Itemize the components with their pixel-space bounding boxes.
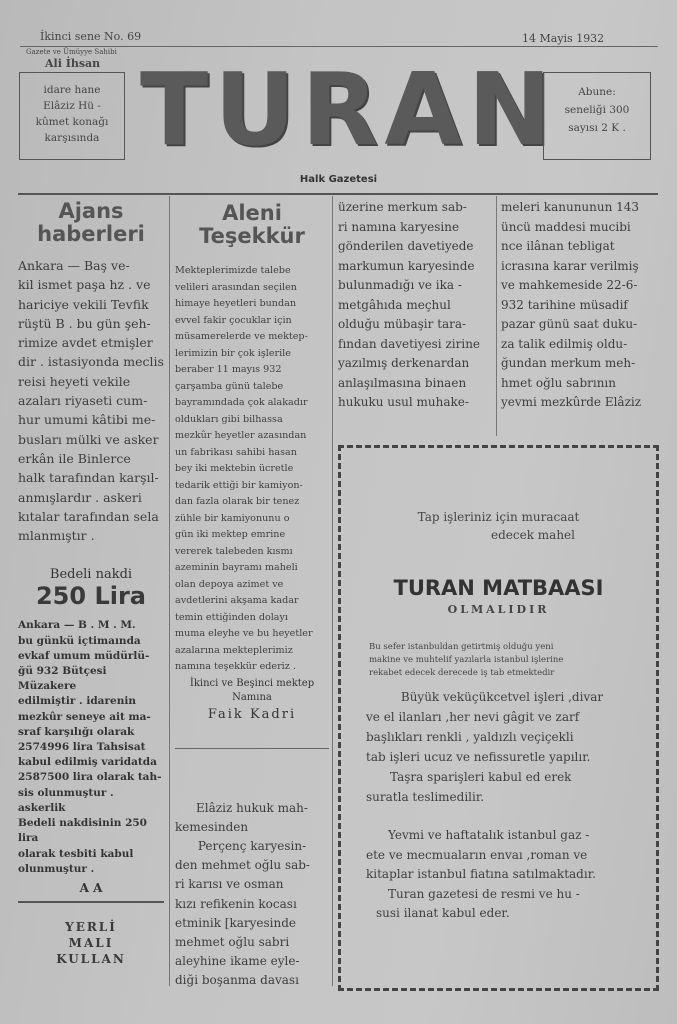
text-line: yazılmış derkenardan xyxy=(338,356,470,370)
issue-date: 14 Mayis 1932 xyxy=(522,32,605,45)
text-line: metgâhıda meçhul xyxy=(338,297,451,312)
text-line: 2574996 lira Tahsisat xyxy=(18,741,146,754)
court-notice-cont-2 xyxy=(501,198,661,413)
column-rule xyxy=(169,196,170,986)
court-notice-cont xyxy=(338,198,494,413)
text-line: Ankara — Baş ve- xyxy=(18,258,130,273)
subscription-line: sayısı 2 K . xyxy=(568,122,626,134)
text-line: edilmiştir . idarenin xyxy=(18,695,136,708)
address-line: kûmet konağı xyxy=(35,116,109,128)
signer-name: Faik Kadri xyxy=(207,706,297,722)
text-line: sraf karşılığı olarak xyxy=(18,725,135,738)
text-line: zühle bir kamiyonunu o xyxy=(175,512,290,524)
ad-line-2: edecek mahel xyxy=(491,528,575,542)
text-line: evvel fakir çocuklar için xyxy=(175,314,292,326)
text-line: gönderilen davetiyede xyxy=(338,239,474,253)
heading-line: Teşekkür xyxy=(199,224,305,248)
text-line: un fabrikası sahibi hasan xyxy=(175,446,297,458)
signature-aa: A A xyxy=(79,880,103,895)
column-tesekkur xyxy=(175,198,329,988)
text-line: bu günkü içtimaında xyxy=(18,634,141,647)
text-line: mezkûr heyetler azasından xyxy=(175,430,307,441)
newspaper-title: TURAN xyxy=(140,51,558,168)
text-line: nce ilânan tebligat xyxy=(501,239,615,253)
text-line: çarşamba günü talebe xyxy=(175,380,284,392)
text-line: Bedeli nakdisinin 250 lira xyxy=(18,817,147,845)
text-line: vererek talebeden kısmı xyxy=(175,545,293,557)
subscription-box xyxy=(543,72,651,160)
text-line: Turan gazetesi de resmi ve hu - xyxy=(388,886,580,901)
text-line: ri karısı ve osman xyxy=(175,877,284,892)
text-line: üzerine merkum sab- xyxy=(338,200,467,214)
heading-line: Aleni xyxy=(222,201,282,225)
text-line: mlanmıştır . xyxy=(18,528,95,544)
text-line: evkaf umum müdürlü- xyxy=(18,649,150,662)
slogan-line: MALI xyxy=(68,935,114,950)
text-line: Yevmi ve haftatalık istanbul gaz - xyxy=(388,828,590,842)
text-line: hariciye vekili Tevfik xyxy=(18,296,149,312)
address-line: idare hane xyxy=(43,84,101,96)
text-line: gün iki mektep emrine xyxy=(175,529,286,540)
text-line: kızı refikenin kocası xyxy=(175,896,297,911)
text-line: za talik edilmiş oldu- xyxy=(501,336,628,351)
text-line: busları mülki ve asker xyxy=(18,431,159,447)
text-line: den mehmet oğlu sab- xyxy=(175,858,310,873)
text-line: yevmi mezkûrde Elâziz xyxy=(501,395,642,409)
ad-sub: OLMALIDIR xyxy=(447,603,550,616)
text-line: makine ve muhtelif yazılarla istanbul işlerine xyxy=(369,655,564,665)
address-line: Elâziz Hü - xyxy=(43,100,101,112)
text-line: Mekteplerimizde talebe xyxy=(175,265,291,276)
column-rule xyxy=(332,196,333,986)
text-line: ete ve mecmuaların envaı ,roman ve xyxy=(366,847,588,862)
text-line: ğundan merkum meh- xyxy=(501,356,636,370)
text-line: anmışlardır . askeri xyxy=(18,489,142,505)
text-line: mehmet oğlu sabri xyxy=(175,934,290,949)
text-line: diği boşanma davası xyxy=(175,973,299,988)
text-line: Perçenç karyesin- xyxy=(197,838,307,853)
text-line: dan fazla olarak bir tenez xyxy=(175,496,300,507)
ad-headline: TURAN MATBAASI xyxy=(393,576,604,600)
masthead-rule xyxy=(18,193,658,195)
ad-body-3 xyxy=(366,826,638,924)
text-line: himaye heyetleri bundan xyxy=(175,298,297,309)
text-line: icrasına karar verilmiş xyxy=(501,258,639,273)
text-line: erkân ile Binlerce xyxy=(18,450,131,466)
text-line: etminik [karyesinde xyxy=(175,915,297,930)
ad-line-1: Tap işleriniz için muracaat xyxy=(417,510,580,524)
text-line: kitaplar istanbul fiatına satılmaktadır. xyxy=(366,867,596,881)
text-line: oldukları gibi bilhassa xyxy=(175,413,283,425)
text-line: tedarik ettiği bir kamiyon- xyxy=(175,479,303,491)
owner-label: Gazete ve Ümüyye Sahibi xyxy=(26,48,117,56)
text-line: anlaşılmasına binaen xyxy=(338,375,467,390)
budget-text xyxy=(18,618,164,876)
text-line: velileri arasından seçilen xyxy=(175,281,297,293)
text-line: aleyhine ikame eyle- xyxy=(175,954,300,969)
amount-250-lira: 250 Lira xyxy=(35,582,146,611)
ajans-text xyxy=(18,256,164,545)
text-line: rüştü B . bu gün şeh- xyxy=(18,315,151,331)
text-line: başlıkları renkli , yaldızlı veçiçekli xyxy=(366,730,574,744)
text-line: fından davetiyesi zirine xyxy=(338,336,481,351)
text-line: meleri kanununun 143 xyxy=(501,200,640,214)
text-line: kabul edilmiş varidatda xyxy=(18,756,157,769)
text-line: bayramındada çok alakadır xyxy=(175,397,308,408)
text-line: Bu sefer istanbuldan getirtmiş olduğu yeni xyxy=(369,642,554,652)
text-line: lerimizin bir çok işlerile xyxy=(175,347,291,359)
namina: Namına xyxy=(232,691,272,703)
address-box xyxy=(19,72,125,160)
text-line: ve el ilanları ,her nevi gâgit ve zarf xyxy=(366,710,580,724)
bedeli-label: Bedeli nakdi xyxy=(49,567,133,583)
text-line: ri namına karyesine xyxy=(338,219,460,234)
address-line: karşısında xyxy=(44,132,100,144)
court-notice xyxy=(175,799,329,989)
ajans-heading xyxy=(18,200,164,246)
text-line: mezkûr seneye ait ma- xyxy=(18,710,151,723)
text-line: hmet oğlu sabrının xyxy=(501,375,616,390)
text-line: olduğu mübaşir tara- xyxy=(338,317,467,331)
text-line: 932 tarihine müsadif xyxy=(501,297,628,312)
subtitle: Halk Gazetesi xyxy=(299,174,378,185)
subscription-line: Abune: xyxy=(578,86,616,98)
column-ajans xyxy=(18,198,164,988)
text-line: muma eleyhe ve bu heyetler xyxy=(175,628,313,639)
text-line: olan depoya azimet ve xyxy=(175,578,284,590)
text-line: reisi heyeti vekile xyxy=(18,373,131,389)
text-line: temin ettiğinden dolayı xyxy=(175,611,289,623)
yerli-mali-kullan xyxy=(18,919,164,967)
column-rule xyxy=(496,196,497,436)
column-court-cont xyxy=(338,198,494,438)
section-rule xyxy=(18,901,164,903)
text-line: pazar günü saat duku- xyxy=(501,317,638,331)
text-line: Ankara — B . M . M. xyxy=(18,619,136,632)
text-line: sis olunmuştur . askerlik xyxy=(18,786,114,814)
text-line: kıtalar tarafından sela xyxy=(18,508,159,524)
text-line: markumun karyesinde xyxy=(338,258,475,273)
text-line: tab işleri ucuz ve nefissuretle yapılır. xyxy=(366,750,591,764)
text-line: 2587500 lira olarak tah- xyxy=(18,771,162,784)
signers: İkinci ve Beşinci mektep xyxy=(189,677,315,689)
owner-name: Ali İhsan xyxy=(45,57,101,70)
text-line: Elâziz hukuk mah- xyxy=(196,800,308,815)
text-line: müsamerelerde ve mektep- xyxy=(175,331,308,342)
text-line: suratla teslimedilir. xyxy=(366,790,485,804)
slogan-line: KULLAN xyxy=(56,951,126,966)
matbaa-advertisement xyxy=(338,445,659,991)
top-rule xyxy=(20,46,658,47)
heading-line: haberleri xyxy=(37,222,145,246)
section-rule xyxy=(175,748,329,749)
subscription-line: seneliği 300 xyxy=(564,104,630,116)
text-line: azalarına mekteplerimiz xyxy=(175,644,293,656)
text-line: rekabet edecek derecede iş tab etmektedir xyxy=(369,668,555,678)
text-line: olunmuştur . xyxy=(18,862,95,875)
text-line: susi ilanat kabul eder. xyxy=(376,906,510,920)
slogan-line: YERLİ xyxy=(65,919,117,934)
text-line: avdetlerini akşama kadar xyxy=(175,595,299,606)
text-line: beraber 11 mayıs 932 xyxy=(175,364,282,375)
text-line: halk tarafından karşıl- xyxy=(18,470,159,486)
text-line: Büyük veküçükcetvel işleri ,divar xyxy=(400,690,604,704)
text-line: bey iki mektebin ücretle xyxy=(175,463,294,474)
ad-body-2 xyxy=(366,687,638,807)
text-line: azaları riyaseti cum- xyxy=(18,393,148,409)
text-line: kil ismet paşa hz . ve xyxy=(18,277,151,293)
text-line: üncü maddesi mucibi xyxy=(501,219,631,234)
tesekkur-text xyxy=(175,263,329,676)
text-line: namına teşekkür ederiz . xyxy=(175,661,296,672)
text-line: Taşra sparişleri kabul ed erek xyxy=(390,770,572,784)
issue-number: İkinci sene No. 69 xyxy=(40,30,142,43)
text-line: hur umumi kâtibi me- xyxy=(18,412,156,428)
ad-body-1 xyxy=(369,641,631,680)
text-line: rimize avdet etmişler xyxy=(18,335,153,351)
text-line: hukuku usul muhake- xyxy=(338,395,469,409)
column-court-cont-2 xyxy=(501,198,661,438)
text-line: ğü 932 Bütçesi Müzakere xyxy=(18,665,107,693)
text-line: dir . istasiyonda meclis xyxy=(18,354,164,370)
text-line: ve mahkemeside 22-6- xyxy=(501,278,638,292)
tesekkur-heading xyxy=(175,202,329,248)
text-line: bulunmadığı ve ika - xyxy=(338,278,462,292)
heading-line: Ajans xyxy=(58,199,124,223)
text-line: azeminin bayramı maheli xyxy=(175,562,298,573)
text-line: kemesinden xyxy=(175,819,249,834)
text-line: olarak tesbiti kabul xyxy=(18,847,134,860)
